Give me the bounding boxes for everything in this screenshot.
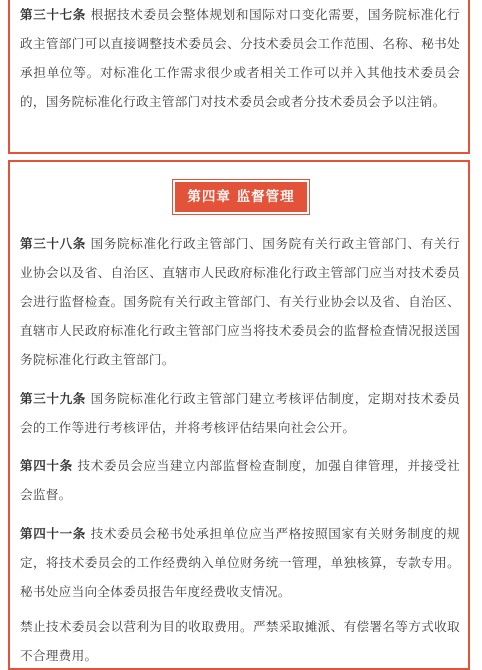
article-38	[20, 229, 460, 374]
article-40-label: 第四十条	[20, 458, 73, 473]
chapter-heading: 第四章 监督管理	[175, 182, 307, 212]
article-41-label: 第四十一条	[20, 526, 87, 541]
article-41-paragraph-2: 禁止技术委员会以营利为目的收取费用。严禁采取摊派、有偿署名等方式收取不合理费用。	[20, 619, 460, 663]
article-37	[20, 0, 460, 116]
article-40	[20, 451, 460, 509]
article-38-text: 国务院标准化行政主管部门、国务院有关行政主管部门、有关行业协会以及省、自治区、直辖市人民政府标准化行政主管部门应当对技术委员会进行监督检查。国务院有关行政主管部门、有关行业协会以及省、自治区、直辖市人民政府标准化行政主管部门应当将技术委员会的监督检查情况报送国务院标准化行政主管部门。	[20, 236, 461, 367]
article-39-text: 国务院标准化行政主管部门建立考核评估制度，定期对技术委员会的工作等进行考核评估，并将考核评估结果向社会公开。	[20, 391, 461, 435]
article-41-text: 技术委员会秘书处承担单位应当严格按照国家有关财务制度的规定，将技术委员会的工作经费纳入单位财务统一管理，单独核算，专款专用。秘书处应当向全体委员报告年度经费收支情况。	[20, 526, 461, 599]
article-39	[20, 384, 460, 442]
article-40-text: 技术委员会应当建立内部监督检查制度，加强自律管理，并接受社会监督。	[20, 458, 460, 502]
article-37-text: 根据技术委员会整体规划和国际对口变化需要，国务院标准化行政主管部门可以直接调整技术委员会、分技术委员会工作范围、名称、秘书处承担单位等。对标准化工作需求很少或者相关工作可以并入其他技术委员会的，国务院标准化行政主管部门对技术委员会或者分技术委员会予以注销。	[20, 7, 461, 109]
article-41	[20, 519, 460, 606]
article-39-label: 第三十九条	[20, 391, 87, 406]
article-37-label: 第三十七条	[20, 7, 87, 22]
article-38-label: 第三十八条	[20, 236, 87, 251]
